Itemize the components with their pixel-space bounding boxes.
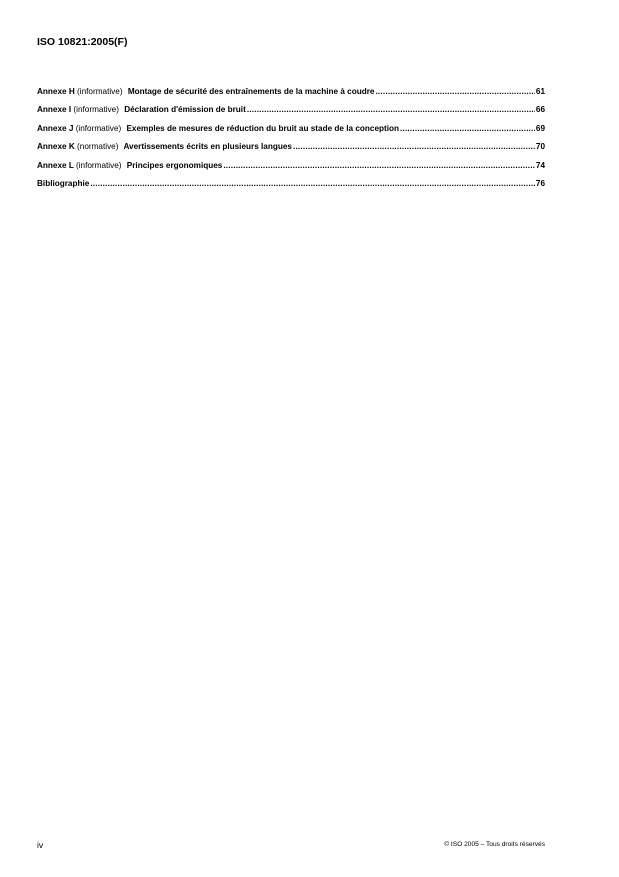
toc-entry-annex-i[interactable] <box>37 105 545 123</box>
toc-leader-dots <box>400 124 535 133</box>
toc-entry-page: 69 <box>535 123 545 133</box>
footer-copyright: © ISO 2005 – Tous droits réservés <box>444 841 545 848</box>
toc-entry-annex-h[interactable] <box>37 87 545 105</box>
toc-entry-title: Montage de sécurité des entraînements de la machine à coudre <box>127 87 375 96</box>
toc-entry-title: Avertissements écrits en plusieurs langues <box>123 142 292 152</box>
toc-leader-dots <box>90 179 535 188</box>
toc-entry-prefix: Annexe J <box>37 123 74 133</box>
toc-entry-status: (informative) <box>76 160 122 170</box>
toc-entry-annex-l[interactable] <box>37 161 545 179</box>
toc-leader-dots <box>293 142 535 151</box>
toc-entry-status: (normative) <box>77 142 119 152</box>
toc-entry-page: 76 <box>535 178 545 188</box>
toc-entry-annex-j[interactable] <box>37 124 545 142</box>
toc-leader-dots <box>375 87 534 96</box>
document-header-title: ISO 10821:2005(F) <box>37 36 128 48</box>
toc-leader-dots <box>247 105 535 114</box>
toc-entry-title: Exemples de mesures de réduction du bruit au stade de la conception <box>126 123 399 133</box>
toc-entry-annex-k[interactable] <box>37 142 545 160</box>
toc-entry-prefix: Annexe H <box>37 87 75 96</box>
toc-entry-status: (informative) <box>73 105 119 115</box>
toc-entry-prefix: Annexe I <box>37 105 72 115</box>
toc-entry-status: (informative) <box>75 123 122 133</box>
toc-entry-title: Principes ergonomiques <box>126 160 223 170</box>
toc-entry-prefix: Annexe L <box>37 160 74 170</box>
toc-entry-page: 74 <box>535 160 545 170</box>
footer-page-number: iv <box>37 840 44 850</box>
toc-leader-dots <box>223 161 535 170</box>
toc-entry-page: 61 <box>535 87 545 96</box>
toc-entry-title: Déclaration d'émission de bruit <box>124 105 246 115</box>
toc-entry-page: 70 <box>535 142 545 152</box>
toc-entry-prefix: Bibliographie <box>37 178 90 188</box>
toc-entry-page: 66 <box>535 105 545 115</box>
table-of-contents <box>37 87 545 197</box>
toc-entry-status: (informative) <box>77 87 123 96</box>
toc-entry-bibliographie[interactable] <box>37 179 545 197</box>
toc-entry-prefix: Annexe K <box>37 142 75 152</box>
